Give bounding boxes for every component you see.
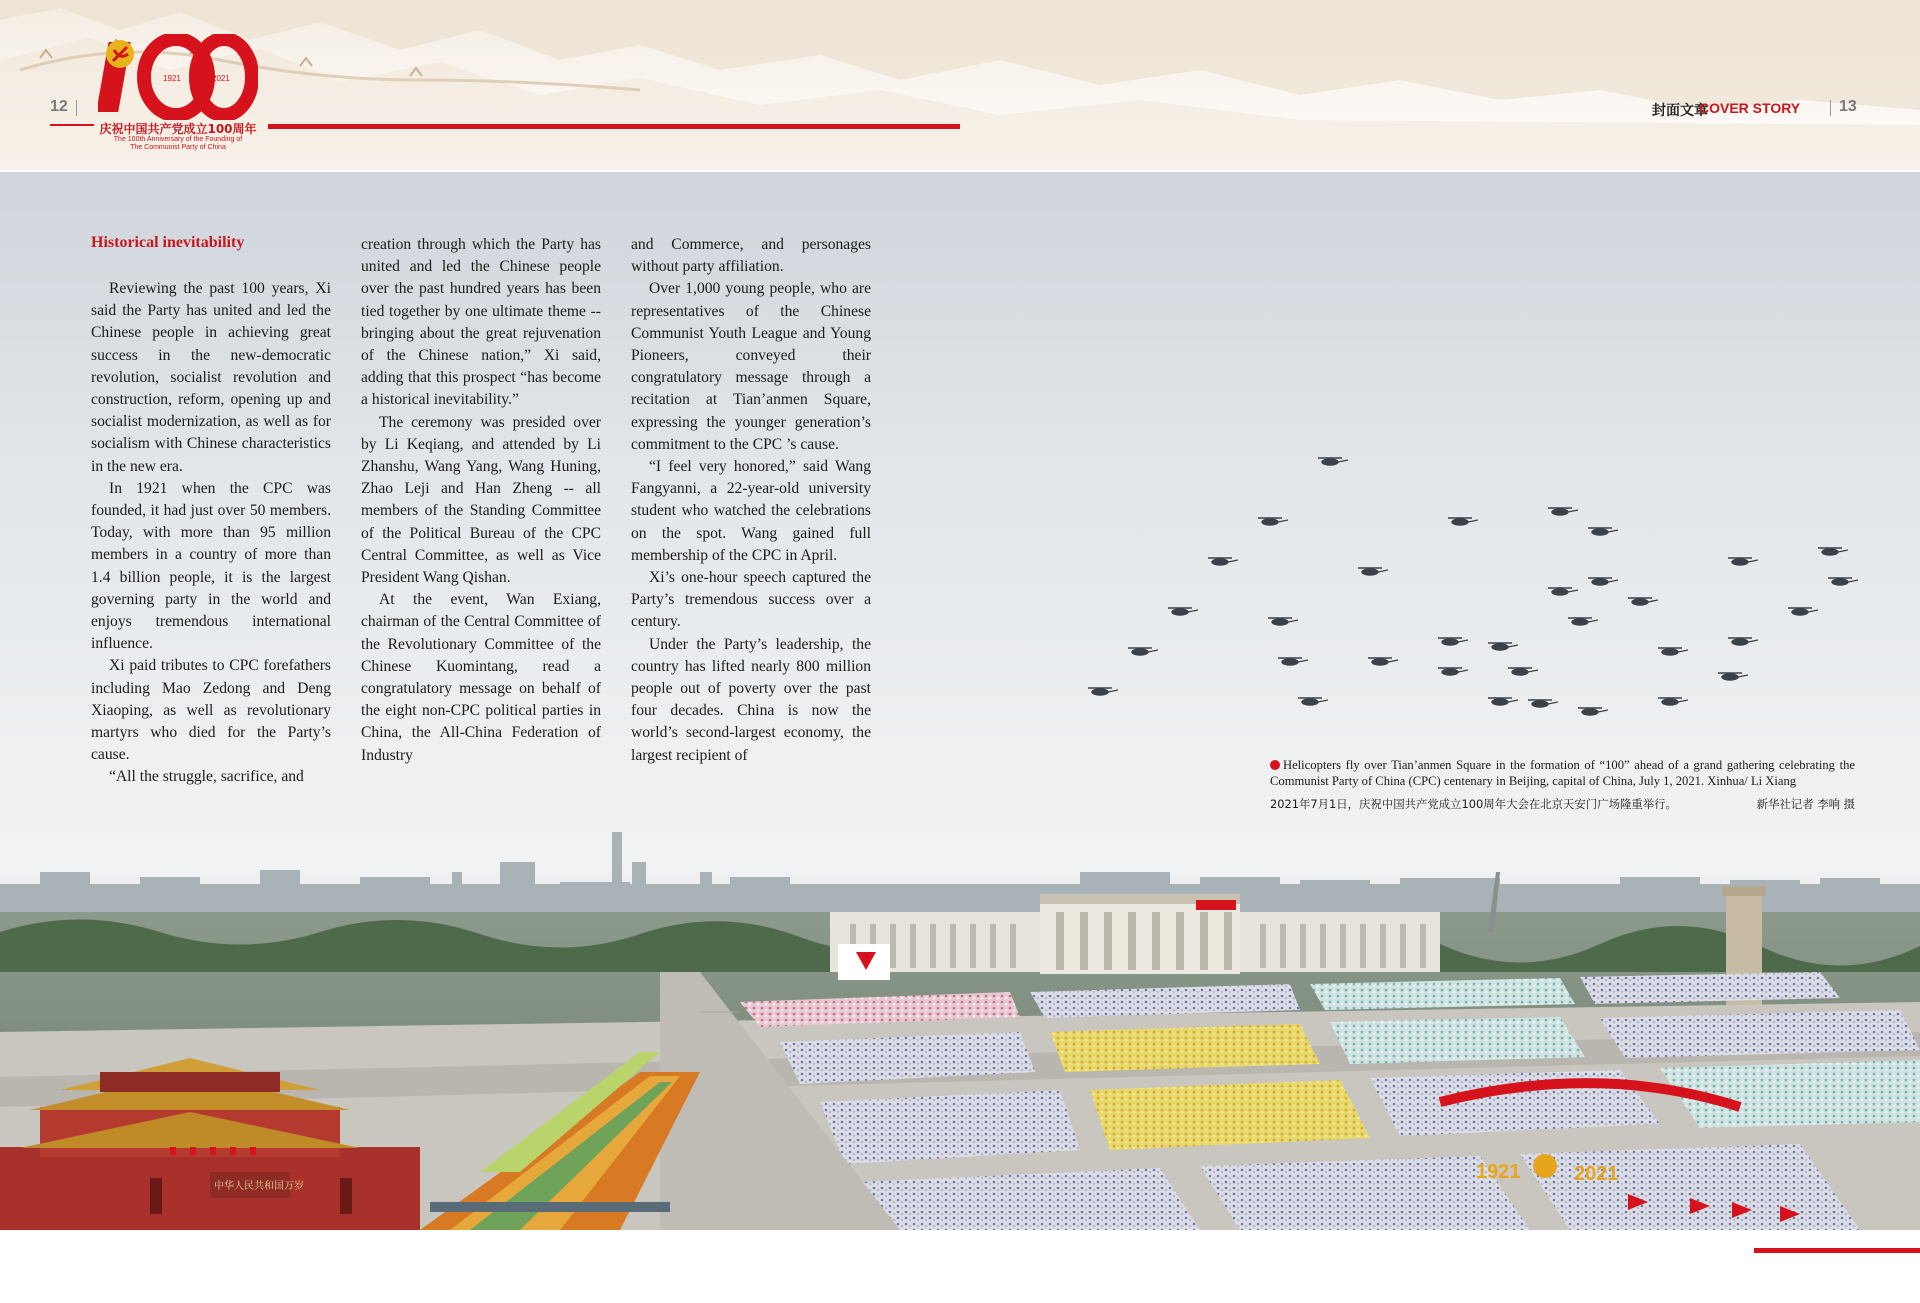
caption-text-cn: 2021年7月1日，庆祝中国共产党成立100周年大会在北京天安门广场隆重举行。 — [1270, 797, 1677, 811]
gate-sign: 中华人民共和国万岁 — [214, 1181, 304, 1192]
logo-title-cn: 庆祝中国共产党成立100周年 — [99, 122, 257, 136]
photo-caption-en — [1270, 757, 1855, 789]
logo-title-en-line1: The 100th Anniversary of the Founding of — [113, 136, 243, 143]
page-number-separator-right — [1830, 100, 1831, 116]
section-subhead: Historical inevitability — [91, 234, 245, 251]
paragraph: “All the struggle, sacrifice, and — [109, 768, 304, 786]
golden-water-moat — [430, 1202, 670, 1212]
header-rule-left-thin — [50, 124, 94, 126]
section-label-cn: 封面文章 — [1652, 103, 1708, 119]
banner-year-right: 2021 — [1574, 1163, 1619, 1185]
paragraph: creation through which the Party has united and led the Chinese people over the past hundred years has been tied together by one ultimate theme -- bringing about the great rejuvenation of the Chinese nation,” Xi said, adding that this prospect “has become a historical inevitability.” — [361, 236, 601, 409]
city-skyline — [0, 832, 1920, 924]
paragraph: At the event, Wan Exiang, chairman of the Central Committee of the Revolutionary Committee of the Chinese Kuomintang, read a congratulatory message on behalf of the eight non-CPC political parties in China, the All-China Federation of Industry — [361, 591, 601, 764]
paragraph: Xi paid tributes to CPC forefathers including Mao Zedong and Deng Xiaoping, as well as revolutionary martyrs who died for the Party’s cause. — [91, 657, 331, 764]
header-rule-left — [268, 124, 960, 129]
article-column-3 — [631, 234, 871, 767]
page-number-separator-left — [76, 100, 77, 116]
logo-year-start: 1921 — [163, 74, 181, 83]
paragraph: Xi’s one-hour speech captured the Party’s tremendous success over a century. — [631, 569, 871, 631]
page-number-right: 13 — [1839, 98, 1857, 115]
caption-credit-cn: 新华社记者 李响 摄 — [1756, 797, 1855, 811]
helicopter-formation — [1088, 458, 1858, 715]
page-header — [0, 0, 1920, 170]
logo-title-en-line2: The Communist Party of China — [130, 144, 226, 151]
paragraph: and Commerce, and personages without party affiliation. — [631, 236, 871, 276]
paragraph: Reviewing the past 100 years, Xi said the Party has united and led the Chinese people in achieving great success in the new-democratic revolution, socialist revolution and construction, reform, opening up and socialist modernization, as well as for socialism with Chinese characteristics in the new era. — [91, 280, 331, 475]
paragraph: “I feel very honored,” said Wang Fangyanni, a 22-year-old university student who watched the celebrations on the spot. Wang gained full membership of the CPC in April. — [631, 458, 871, 564]
footer-rule-right — [1754, 1248, 1920, 1253]
paragraph: Over 1,000 young people, who are representatives of the Chinese Communist Youth League and Young Pioneers, conveyed their congratulatory message through a recitation at Tian’anmen Square, expressing the younger generation’s commitment to the CPC ’s cause. — [631, 280, 871, 453]
article-column-1 — [91, 278, 331, 789]
banner-year-left: 1921 — [1476, 1161, 1521, 1183]
article-column-2 — [361, 234, 601, 767]
paragraph: Under the Party’s leadership, the country has lifted nearly 800 million people out of poverty over the past four decades. China is now the world’s second-largest economy, the largest recipient of — [631, 635, 871, 764]
section-label-en: COVER STORY — [1699, 100, 1801, 116]
paragraph: The ceremony was presided over by Li Keqiang, and attended by Li Zhanshu, Wang Yang, Wang Huning, Zhao Leji and Han Zheng -- all members of the Standing Committee of the Political Bureau of the CPC Central Committee, as well as Vice President Wang Qishan. — [361, 413, 601, 587]
great-wall-mountains-illustration — [0, 0, 1920, 170]
page-number-left: 12 — [50, 98, 68, 115]
logo-year-end: 2021 — [212, 74, 230, 83]
photo-caption-cn — [1270, 796, 1855, 812]
caption-bullet-icon — [1270, 760, 1280, 770]
caption-text-en: Helicopters fly over Tian’anmen Square in the formation of “100” ahead of a grand gathering celebrating the Communist Party of China (CPC) centenary in Beijing, capital of China, July 1, 2021. Xinhua/ Li Xiang — [1270, 758, 1855, 788]
centenary-100-logo — [98, 34, 258, 120]
paragraph: In 1921 when the CPC was founded, it had just over 50 members. Today, with more than 95 million members in a country of more than 1.4 billion people, it is the largest governing party in the world and enjoys tremendous international influence. — [91, 479, 331, 653]
logo-title-en — [88, 136, 268, 152]
